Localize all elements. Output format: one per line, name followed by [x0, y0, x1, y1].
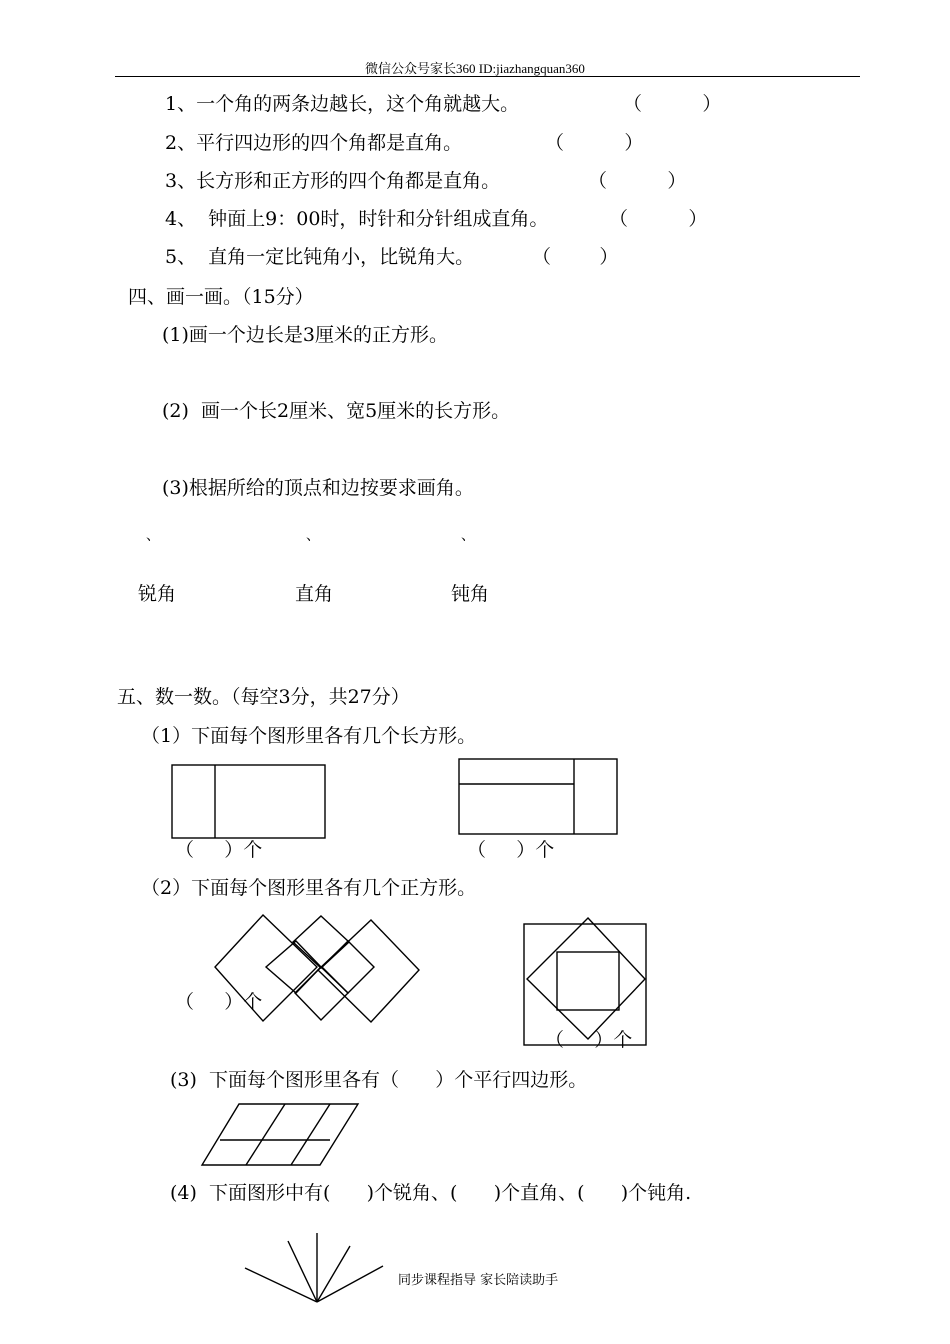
count-q4: (4) 下面图形中有( )个锐角、( )个直角、( )个钝角.: [170, 1182, 692, 1204]
section-5-heading: 五、数一数。（每空3分，共27分）: [117, 686, 410, 708]
judge-item-5: 5、 直角一定比钝角小，比锐角大。 （ ）: [165, 246, 619, 268]
figure-rectangles-a: [172, 765, 325, 838]
answer-blank[interactable]: （ ）: [623, 93, 722, 115]
judge-item-4: 4、 钟面上9：00时，时针和分针组成直角。 （ ）: [165, 208, 708, 230]
answer-blank[interactable]: （ ）个: [175, 839, 263, 861]
figure-rectangles-b: [459, 759, 617, 834]
figure-parallelograms: [202, 1104, 358, 1165]
figure-angle-rays: [245, 1233, 383, 1302]
vertex-mark: 、: [461, 528, 475, 544]
answer-blank[interactable]: （ ）个: [545, 1029, 633, 1051]
page-header: 微信公众号家长360 ID:jiazhangquan360: [365, 61, 585, 76]
count-q3: (3) 下面每个图形里各有（ ）个平行四边形。: [170, 1069, 588, 1091]
section-4-heading: 四、画一画。（15分）: [128, 286, 314, 308]
figure-squares-b: [524, 918, 646, 1045]
answer-blank[interactable]: （ ）: [609, 208, 708, 230]
draw-q1: (1)画一个边长是3厘米的正方形。: [162, 324, 449, 346]
angle-label-right: 直角: [295, 583, 334, 605]
answer-blank[interactable]: （ ）: [532, 246, 619, 268]
angle-label-obtuse: 钝角: [451, 583, 490, 605]
vertex-mark: 、: [146, 528, 160, 544]
answer-blank[interactable]: （ ）个: [175, 991, 263, 1013]
judge-item-2: 2、平行四边形的四个角都是直角。 （ ）: [165, 132, 644, 154]
answer-blank[interactable]: （ ）: [588, 170, 687, 192]
draw-q2: (2) 画一个长2厘米、宽5厘米的长方形。: [162, 400, 511, 422]
answer-blank[interactable]: （ ）个: [467, 839, 555, 861]
angle-label-acute: 锐角: [138, 583, 177, 605]
judge-item-1: 1、一个角的两条边越长，这个角就越大。 （ ）: [165, 93, 722, 115]
count-q2: （2）下面每个图形里各有几个正方形。: [141, 877, 477, 899]
judge-item-3: 3、长方形和正方形的四个角都是直角。 （ ）: [165, 170, 687, 192]
figure-squares-a: [215, 915, 419, 1022]
count-q1: （1）下面每个图形里各有几个长方形。: [141, 725, 477, 747]
vertex-mark: 、: [306, 528, 320, 544]
page-footer: 同步课程指导 家长陪读助手: [398, 1273, 559, 1288]
answer-blank[interactable]: （ ）: [545, 132, 644, 154]
draw-q3: (3)根据所给的顶点和边按要求画角。: [162, 477, 474, 499]
